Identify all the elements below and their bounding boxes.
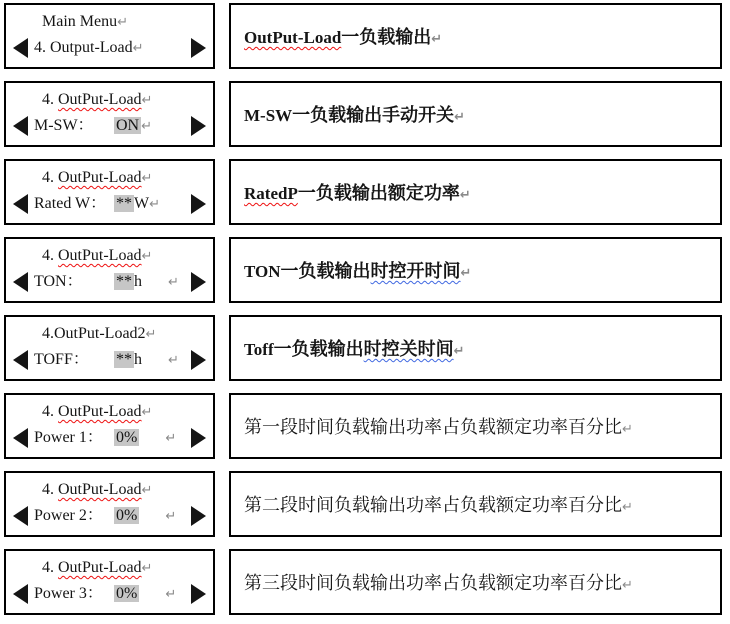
- line-break-mark: ↵: [141, 483, 153, 498]
- param-label: Power 3：: [34, 585, 103, 602]
- menu-title: 4.OutPut-Load2: [42, 325, 146, 342]
- description-body: 第一段时间负载输出功率占负载额定功率百分比: [244, 417, 622, 437]
- left-arrow-icon: [13, 350, 28, 370]
- lcd-screen: [4, 81, 215, 147]
- term: M-SW: [244, 106, 293, 125]
- line-break-mark: ↵: [165, 509, 177, 524]
- line-break-mark: ↵: [165, 431, 177, 446]
- left-arrow-icon: [13, 194, 28, 214]
- description-box: [229, 549, 722, 615]
- menu-title: OutPut-Load: [58, 481, 142, 498]
- manual-row: [0, 159, 730, 225]
- menu-title-prefix: 4.: [42, 247, 58, 264]
- lcd-screen: [4, 159, 215, 225]
- description-text: [244, 257, 471, 283]
- right-arrow-icon: [191, 194, 206, 214]
- description-text: [244, 101, 465, 127]
- param-value: **: [116, 273, 132, 290]
- param-unit: h: [134, 351, 142, 368]
- lcd-screen: [4, 393, 215, 459]
- line-break-mark: ↵: [622, 500, 633, 515]
- right-arrow-icon: [191, 350, 206, 370]
- menu-item-line: [34, 38, 189, 59]
- left-arrow-icon: [13, 38, 28, 58]
- manual-row: [0, 315, 730, 381]
- term: OutPut-Load: [244, 28, 342, 47]
- menu-title-prefix: 4.: [42, 169, 58, 186]
- menu-title: OutPut-Load: [58, 169, 142, 186]
- description-text: [244, 491, 633, 517]
- description-text: [244, 179, 471, 205]
- right-arrow-icon: [191, 38, 206, 58]
- right-arrow-icon: [191, 116, 206, 136]
- menu-item: 4. Output-Load: [34, 39, 133, 56]
- param-value: 0%: [116, 507, 138, 524]
- param-value: **: [116, 351, 132, 368]
- manual-row: [0, 393, 730, 459]
- line-break-mark: ↵: [141, 171, 153, 186]
- manual-row: [0, 237, 730, 303]
- menu-title-prefix: 4.: [42, 481, 58, 498]
- description-text: [244, 335, 465, 361]
- menu-title-line: [42, 247, 189, 266]
- description-grammar-span: 时控开时间: [370, 261, 461, 281]
- term: Toff: [244, 340, 274, 359]
- line-break-mark: ↵: [431, 32, 443, 47]
- param-unit: h: [134, 273, 142, 290]
- menu-title-prefix: 4.: [42, 403, 58, 420]
- left-arrow-icon: [13, 272, 28, 292]
- description-grammar-span: 时控关时间: [363, 339, 454, 359]
- menu-param-line: [34, 272, 189, 293]
- line-break-mark: ↵: [145, 327, 157, 342]
- right-arrow-icon: [191, 428, 206, 448]
- description-body: 第二段时间负载输出功率占负载额定功率百分比: [244, 495, 622, 515]
- description-box: [229, 393, 722, 459]
- menu-title: Main Menu: [42, 13, 118, 30]
- line-break-mark: ↵: [454, 110, 466, 125]
- description-box: [229, 159, 722, 225]
- line-break-mark: ↵: [132, 41, 144, 56]
- description-text: [244, 23, 442, 49]
- menu-title-prefix: 4.: [42, 559, 58, 576]
- description-box: [229, 81, 722, 147]
- description-box: [229, 471, 722, 537]
- line-break-mark: ↵: [141, 249, 153, 264]
- manual-row: [0, 3, 730, 69]
- description-body: 一负载输出: [341, 27, 432, 47]
- line-break-mark: ↵: [117, 15, 129, 30]
- description-body: 第三段时间负载输出功率占负载额定功率百分比: [244, 573, 622, 593]
- left-arrow-icon: [13, 428, 28, 448]
- menu-title-line: [42, 559, 189, 578]
- line-break-mark: ↵: [168, 353, 179, 368]
- line-break-mark: ↵: [141, 119, 153, 134]
- param-value: **: [116, 195, 132, 212]
- param-label: TOFF：: [34, 351, 89, 368]
- term: TON: [244, 262, 281, 281]
- param-value: 0%: [116, 585, 138, 602]
- menu-title: OutPut-Load: [58, 247, 142, 264]
- description-box: [229, 237, 722, 303]
- param-label: Rated W：: [34, 195, 107, 212]
- line-break-mark: ↵: [141, 561, 153, 576]
- menu-param-line: [34, 506, 189, 527]
- menu-param-line: [34, 194, 189, 215]
- menu-param-line: [34, 428, 189, 449]
- description-body: 一负载输出: [280, 261, 371, 281]
- line-break-mark: ↵: [622, 578, 633, 593]
- menu-title-line: [42, 91, 189, 110]
- param-label: TON：: [34, 273, 83, 290]
- manual-row: [0, 549, 730, 615]
- menu-title: OutPut-Load: [58, 559, 142, 576]
- line-break-mark: ↵: [168, 275, 179, 290]
- menu-param-line: [34, 350, 189, 371]
- line-break-mark: ↵: [459, 188, 471, 203]
- menu-title-line: [42, 403, 189, 422]
- param-value: ON: [116, 117, 140, 134]
- line-break-mark: ↵: [141, 93, 153, 108]
- right-arrow-icon: [191, 584, 206, 604]
- right-arrow-icon: [191, 506, 206, 526]
- term: RatedP: [244, 184, 298, 203]
- param-unit: W: [134, 195, 150, 212]
- lcd-screen: [4, 471, 215, 537]
- manual-row: [0, 81, 730, 147]
- left-arrow-icon: [13, 584, 28, 604]
- description-text: [244, 569, 633, 595]
- right-arrow-icon: [191, 272, 206, 292]
- description-body: 一负载输出手动开关: [292, 105, 455, 125]
- menu-title-line: [42, 13, 189, 32]
- menu-title-line: [42, 325, 189, 344]
- param-label: M-SW：: [34, 117, 94, 134]
- left-arrow-icon: [13, 116, 28, 136]
- param-label: Power 1：: [34, 429, 103, 446]
- description-text: [244, 413, 633, 439]
- menu-param-line: [34, 116, 189, 137]
- lcd-screen: [4, 237, 215, 303]
- description-box: [229, 3, 722, 69]
- line-break-mark: ↵: [453, 344, 465, 359]
- menu-param-line: [34, 584, 189, 605]
- description-box: [229, 315, 722, 381]
- line-break-mark: ↵: [165, 587, 177, 602]
- menu-title: OutPut-Load: [58, 91, 142, 108]
- menu-title-line: [42, 169, 189, 188]
- menu-title-prefix: 4.: [42, 91, 58, 108]
- lcd-screen: [4, 549, 215, 615]
- left-arrow-icon: [13, 506, 28, 526]
- line-break-mark: ↵: [149, 197, 161, 212]
- lcd-screen: [4, 3, 215, 69]
- lcd-screen: [4, 315, 215, 381]
- line-break-mark: ↵: [460, 266, 472, 281]
- param-label: Power 2：: [34, 507, 103, 524]
- line-break-mark: ↵: [141, 405, 153, 420]
- description-body: 一负载输出: [273, 339, 364, 359]
- line-break-mark: ↵: [622, 422, 633, 437]
- menu-title: OutPut-Load: [58, 403, 142, 420]
- param-value: 0%: [116, 429, 138, 446]
- manual-row: [0, 471, 730, 537]
- menu-title-line: [42, 481, 189, 500]
- description-body: 一负载输出额定功率: [297, 183, 460, 203]
